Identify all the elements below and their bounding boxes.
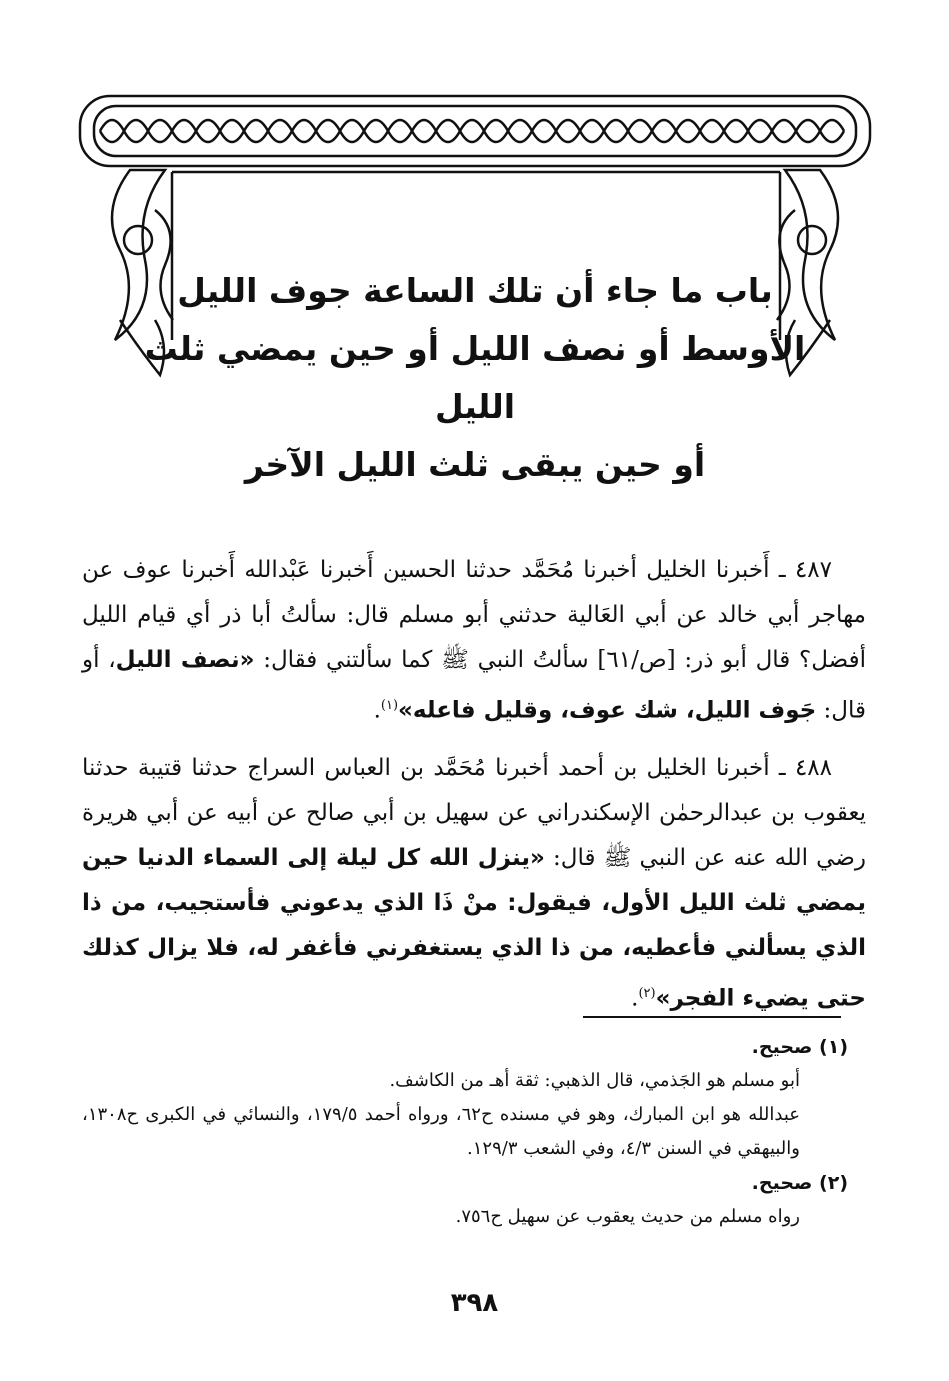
hadith-text: ، أو قال: <box>82 647 866 724</box>
footnote-grade: صحيح. <box>751 1172 813 1194</box>
chapter-title-line: الأوسط أو نصف الليل أو حين يمضي ثلث الليل <box>144 329 806 426</box>
footnote-line: عبدالله هو ابن المبارك، وهو في مسنده ح٦٢، ورواه أحمد ١٧٩/٥، والنسائي في الكبرى ح١٣٠٨، والبيهقي في السنن ٤/٣، وفي الشعب ١٢٩/٣. <box>82 1104 801 1159</box>
footnote-reference: (١) <box>380 698 399 713</box>
footnote-marker: (٢) <box>819 1172 848 1194</box>
hadith-text: ٤٨٨ ـ أخبرنا الخليل بن أحمد أخبرنا مُحَمَّد بن العباس السراج حدثنا قتيبة حدثنا يعقوب بن عبدالرحمٰن الإسكندراني عن سهيل بن أبي صالح عن أبيه عن أبي هريرة رضي الله عنه عن النبي ﷺ قال: <box>82 754 866 871</box>
footnote-line: رواه مسلم من حديث يعقوب عن سهيل ح٧٥٦. <box>455 1206 800 1227</box>
footnote-reference: (٢) <box>638 985 656 1001</box>
footnote-separator <box>583 1016 841 1018</box>
chapter-title-line: باب ما جاء أن تلك الساعة جوف الليل <box>177 271 773 310</box>
main-text <box>82 548 866 1033</box>
footnote-marker: (١) <box>819 1036 848 1058</box>
hadith-end: . <box>631 985 639 1012</box>
footnote-2 <box>82 1166 848 1234</box>
page-number: ٣٩٨ <box>450 1288 499 1318</box>
hadith-488 <box>82 746 866 1022</box>
hadith-quote: «نصف الليل <box>115 647 255 673</box>
footnote-heading <box>82 1030 848 1064</box>
footnote-line: أبو مسلم هو الجَذمي، قال الذهبي: ثقة أهـ من الكاشف. <box>389 1070 800 1091</box>
footnote-heading <box>82 1166 848 1200</box>
hadith-text: ٤٨٧ ـ أَخبرنا الخليل أخبرنا مُحَمَّد حدثنا الحسين أَخبرنا عَبْدالله أَخبرنا عوف عن مهاجر أبي خالد عن أبي العَالية حدثني أبو مسلم قال: سألتُ أبا ذر أي قيام الليل أفضل؟ قال أبو ذر: [ص/٦١] سألتُ النبي ﷺ كما سألتني فقال: <box>82 557 866 673</box>
hadith-quote: «ينزل الله كل ليلة إلى السماء الدنيا حين يمضي ثلث الليل الأول، فيقول: منْ ذَا الذي يدعوني فأستجيب، من ذا الذي يسألني فأعطيه، من ذا الذي يستغفرني فأغفر له، فلا يزال كذلك حتى يضيء الفجر» <box>82 844 866 1012</box>
footnote-grade: صحيح. <box>751 1036 813 1058</box>
chapter-title-line: أو حين يبقى ثلث الليل الآخر <box>244 445 706 484</box>
footnote-1 <box>82 1030 848 1166</box>
footnotes <box>82 1030 848 1234</box>
hadith-quote: جَوف الليل، شك عوف، وقليل فاعله» <box>398 697 817 724</box>
hadith-end: . <box>373 697 381 724</box>
chapter-title <box>130 262 820 494</box>
hadith-487 <box>82 548 866 734</box>
